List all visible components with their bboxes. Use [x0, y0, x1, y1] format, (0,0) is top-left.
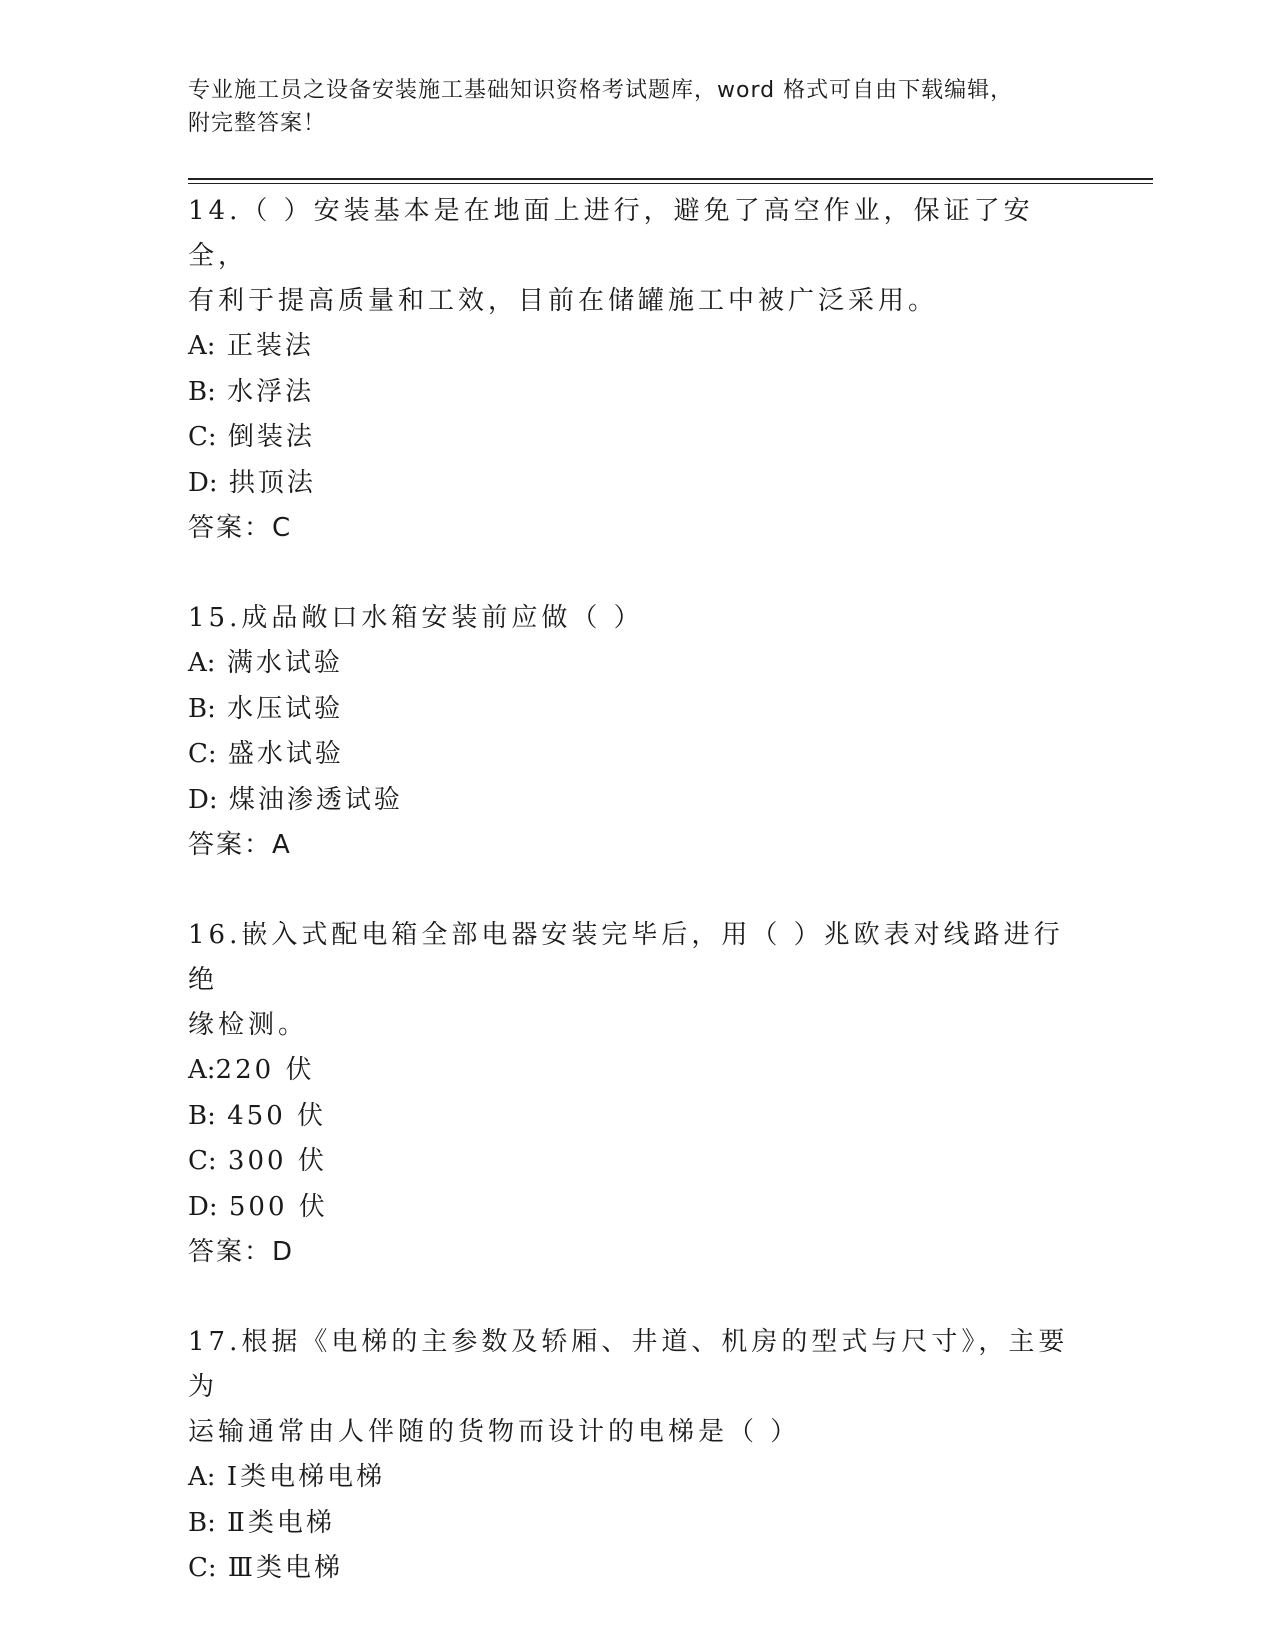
header-line-1: 专业施工员之设备安装施工基础知识资格考试题库，word 格式可自由下载编辑，	[188, 78, 1014, 103]
option-letter: B:	[188, 376, 216, 407]
question-text-line-2: 有利于提高质量和工效，目前在储罐施工中被广泛采用。	[188, 286, 939, 316]
option-text: 500 伏	[228, 1191, 328, 1222]
option-letter: B:	[188, 1100, 216, 1131]
option-b	[188, 1501, 1088, 1547]
question-text-line-1: 17.根据《电梯的主参数及轿厢、井道、机房的型式与尺寸》，主要为	[188, 1327, 1069, 1402]
option-d	[188, 778, 1088, 824]
question-15	[188, 596, 1088, 868]
option-letter: C:	[188, 1553, 217, 1583]
header-divider-thin	[188, 183, 1153, 184]
option-text: 倒装法	[227, 422, 315, 452]
question-list	[188, 189, 1088, 1592]
option-text: 水浮法	[227, 376, 315, 407]
option-letter: C:	[188, 739, 217, 769]
option-a	[188, 641, 1088, 687]
option-text: 水压试验	[227, 693, 344, 724]
option-letter: A:	[188, 331, 216, 361]
option-text: 450 伏	[227, 1100, 327, 1131]
option-letter: A:	[188, 1462, 216, 1492]
option-text: Ⅲ类电梯	[227, 1553, 343, 1583]
option-letter: C:	[188, 422, 217, 452]
question-14	[188, 189, 1088, 551]
option-letter: D:	[188, 467, 218, 498]
question-16	[188, 913, 1088, 1275]
answer-line: 答案：A	[188, 830, 292, 860]
option-text: 煤油渗透试验	[228, 784, 403, 815]
question-text-line-1: 14.（ ）安装基本是在地面上进行，避免了高空作业，保证了安全，	[188, 196, 1034, 271]
header-divider-thick	[188, 178, 1153, 180]
option-d	[188, 1185, 1088, 1231]
option-text: 拱顶法	[228, 467, 316, 498]
option-text: 300 伏	[227, 1146, 327, 1176]
option-text: 满水试验	[226, 648, 343, 678]
question-spacer	[188, 868, 1088, 913]
option-b	[188, 1094, 1088, 1140]
answer-line: 答案：C	[188, 513, 293, 543]
option-c	[188, 1546, 1088, 1592]
option-letter: B:	[188, 693, 216, 724]
option-c	[188, 732, 1088, 778]
question-spacer	[188, 1275, 1088, 1320]
question-text-line-2: 缘检测。	[188, 1010, 309, 1040]
option-text: 220 伏	[215, 1055, 315, 1085]
option-text: Ⅰ类电梯电梯	[226, 1462, 386, 1492]
document-header	[188, 74, 1068, 140]
option-text: 正装法	[226, 331, 314, 361]
option-letter: D:	[188, 784, 218, 815]
question-text-line-2: 运输通常由人伴随的货物而设计的电梯是（ ）	[188, 1417, 801, 1447]
option-letter: C:	[188, 1146, 217, 1176]
question-text-line-1: 15.成品敞口水箱安装前应做（ ）	[188, 603, 644, 633]
option-b	[188, 370, 1088, 416]
question-text-line-1: 16.嵌入式配电箱全部电器安装完毕后，用（ ）兆欧表对线路进行绝	[188, 920, 1064, 995]
option-letter: A:	[188, 648, 216, 678]
answer-line: 答案：D	[188, 1237, 295, 1267]
option-text: 盛水试验	[227, 739, 344, 769]
question-spacer	[188, 551, 1088, 596]
option-b	[188, 687, 1088, 733]
option-text: Ⅱ类电梯	[227, 1507, 335, 1538]
option-c	[188, 1139, 1088, 1185]
header-line-2: 附完整答案！	[188, 111, 327, 136]
option-c	[188, 415, 1088, 461]
option-letter: B:	[188, 1507, 216, 1538]
option-letter: A:	[188, 1055, 216, 1085]
option-letter: D:	[188, 1191, 218, 1222]
question-17	[188, 1320, 1088, 1592]
option-a	[188, 1455, 1088, 1501]
option-a	[188, 324, 1088, 370]
option-d	[188, 461, 1088, 507]
option-a	[188, 1048, 1088, 1094]
